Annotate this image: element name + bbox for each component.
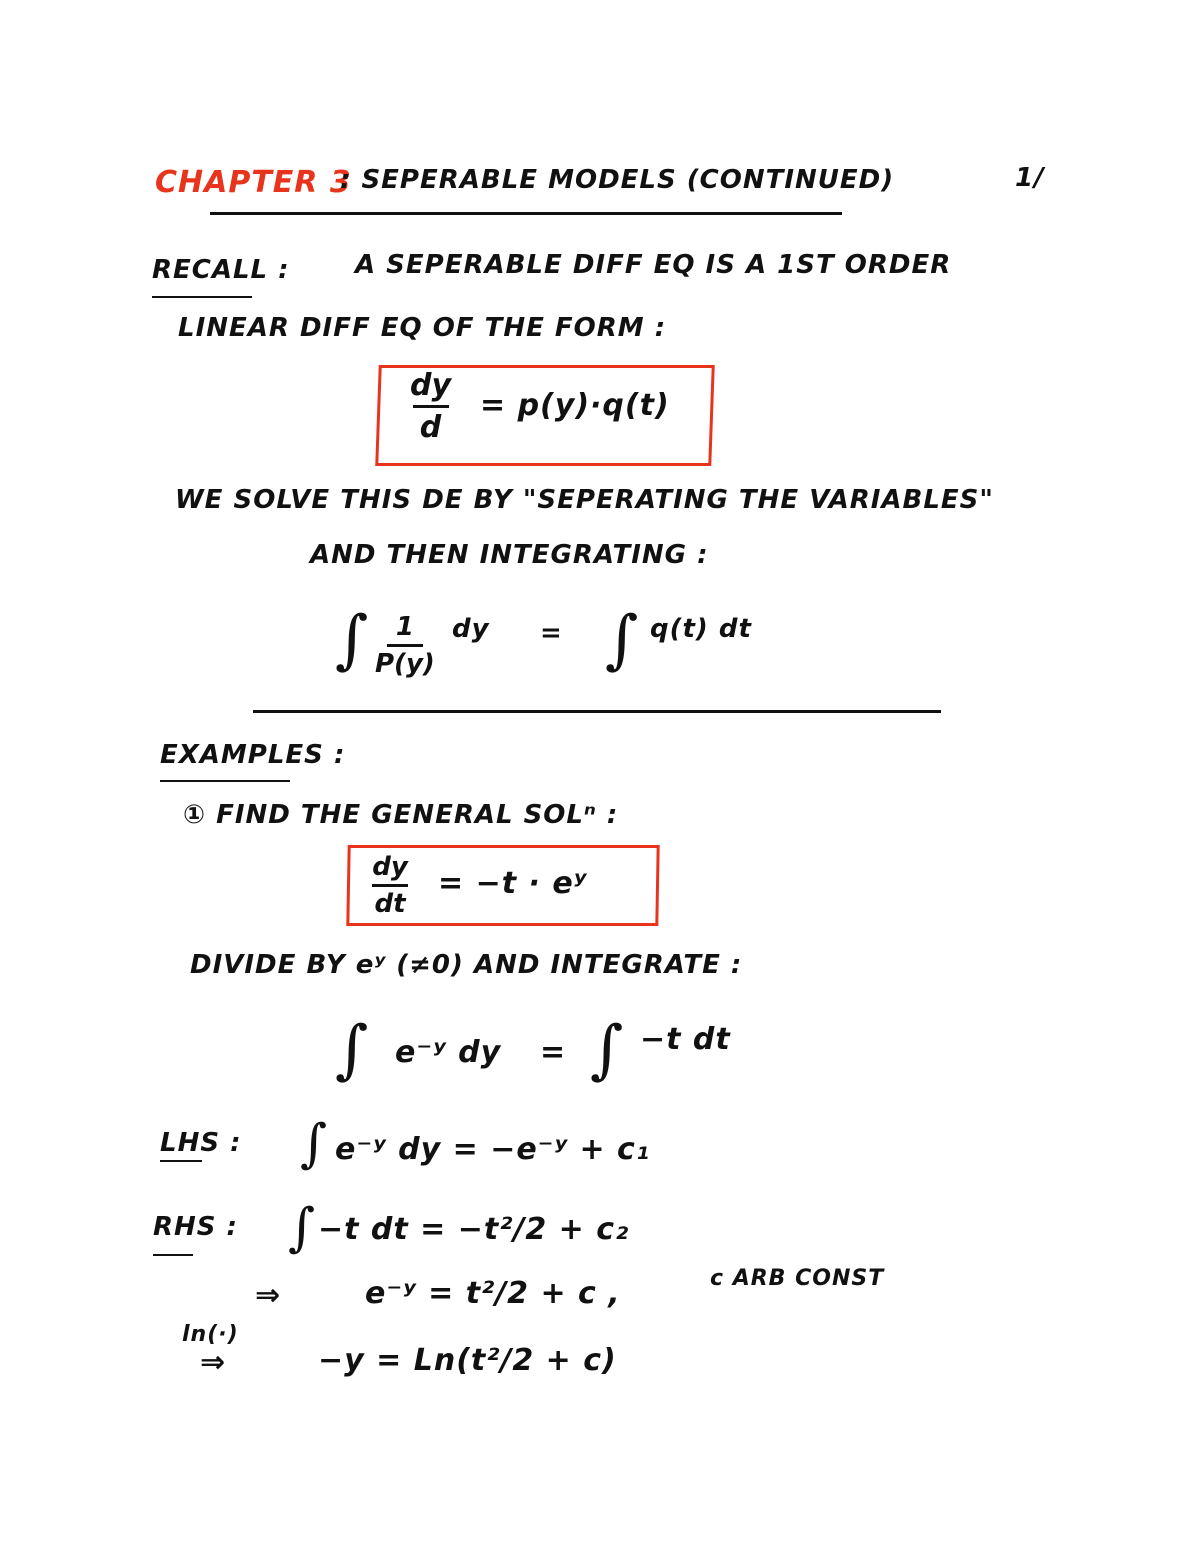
rhs-expression: −t dt = −t²/2 + c₂ [318, 1212, 630, 1247]
rhs-label: RHS : [153, 1212, 238, 1242]
lhs-expression: e⁻ʸ dy = −e⁻ʸ + c₁ [335, 1132, 650, 1167]
constant-note: c ARB CONST [710, 1266, 885, 1291]
implies-expression-2: −y = Ln(t²/2 + c) [318, 1343, 617, 1378]
integral-sign: ∫ [605, 603, 639, 677]
rhs-underline [153, 1254, 193, 1256]
integral-equals: = [540, 618, 563, 648]
divide-step: DIVIDE BY eʸ (≠0) AND INTEGRATE : [190, 950, 743, 980]
ex1-numerator: dy [372, 852, 408, 882]
recall-line-3: WE SOLVE THIS DE BY "SEPERATING THE VARIABLES" [175, 485, 994, 515]
example-1-title: ① FIND THE GENERAL SOLⁿ : [183, 800, 619, 830]
lhs-numerator: dy [410, 368, 452, 403]
implies-arrow: ⇒ [200, 1345, 227, 1380]
separable-form-lhs [410, 368, 451, 445]
example-1-rhs: = −t · eʸ [438, 866, 588, 901]
fraction-bar [372, 884, 408, 887]
lhs-denominator: d [419, 410, 442, 445]
fraction-bar [387, 644, 423, 647]
recall-line-2: LINEAR DIFF EQ OF THE FORM : [178, 313, 667, 343]
integral-sign: ∫ [590, 1013, 624, 1087]
recall-underline [152, 296, 252, 298]
integral-sign: ∫ [288, 1198, 316, 1258]
section-divider [253, 710, 941, 713]
ex1-denominator: dt [374, 889, 406, 919]
recall-label: RECALL : [152, 255, 290, 285]
integral-sign: ∫ [335, 1013, 369, 1087]
integral-left-differential: dy [452, 614, 490, 644]
examples-underline [160, 780, 290, 782]
chapter-heading: CHAPTER 3 [155, 165, 352, 200]
integral-sign: ∫ [335, 603, 369, 677]
lhs-label: LHS : [160, 1128, 242, 1158]
page-mark: 1/ [1015, 163, 1045, 193]
integrand-denominator: P(y) [375, 649, 435, 679]
title-divider [210, 212, 842, 215]
ln-tag: ln(·) [182, 1322, 239, 1347]
examples-label: EXAMPLES : [160, 740, 346, 770]
integrand-numerator: 1 [395, 612, 414, 642]
chapter-title: : SEPERABLE MODELS (CONTINUED) [340, 165, 895, 195]
integral-left-fraction [375, 612, 435, 679]
recall-line-1: A SEPERABLE DIFF EQ IS A 1ST ORDER [355, 250, 952, 280]
separable-form-rhs: = p(y)·q(t) [480, 388, 670, 423]
recall-line-4: AND THEN INTEGRATING : [310, 540, 709, 570]
lhs-underline [160, 1160, 202, 1162]
implies-arrow: ⇒ [255, 1278, 282, 1313]
integral-sign: ∫ [300, 1114, 328, 1174]
int2-right: −t dt [640, 1022, 731, 1057]
example-1-lhs [372, 852, 408, 919]
integral-right: q(t) dt [650, 614, 752, 644]
implies-expression-1: e⁻ʸ = t²/2 + c , [365, 1276, 621, 1311]
int2-left: e⁻ʸ dy [395, 1035, 502, 1070]
fraction-bar [413, 405, 449, 408]
int2-equals: = [540, 1035, 567, 1070]
